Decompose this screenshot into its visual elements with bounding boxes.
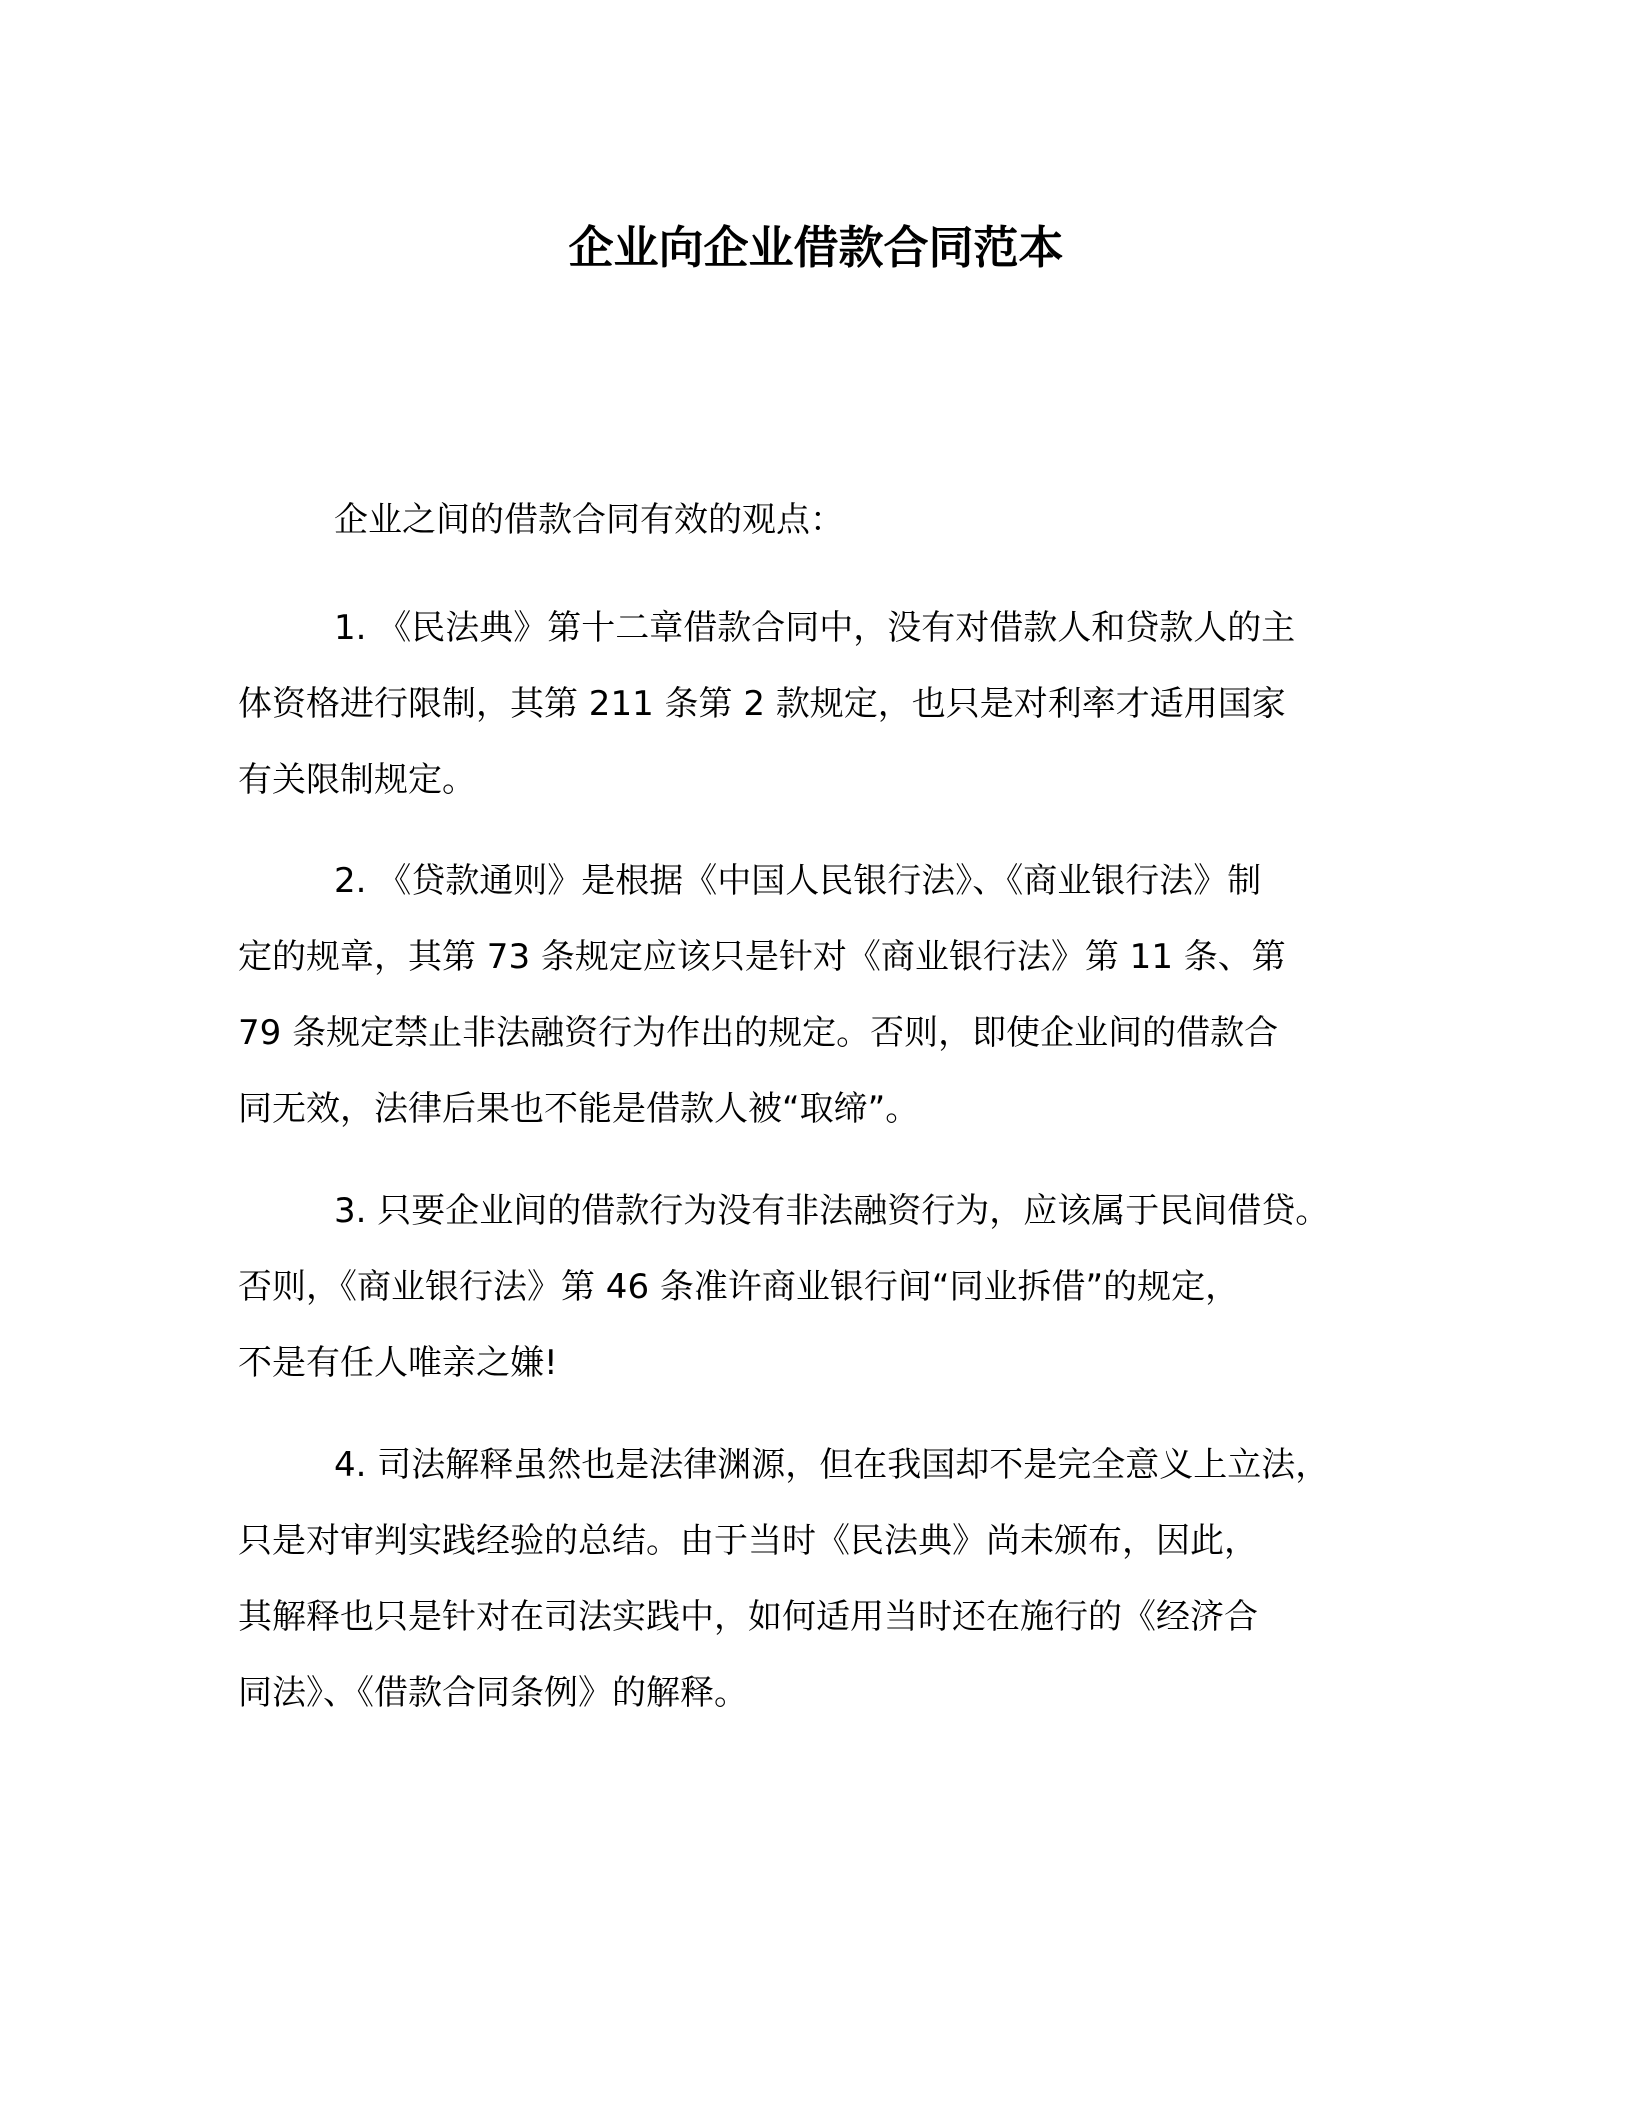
paragraph-line: 3. 只要企业间的借款行为没有非法融资行为，应该属于民间借贷。: [334, 1191, 1330, 1231]
paragraph-line: 4. 司法解释虽然也是法律渊源，但在我国却不是完全意义上立法，: [334, 1445, 1330, 1485]
paragraph-line: 79 条规定禁止非法融资行为作出的规定。否则，即使企业间的借款合: [238, 1013, 1279, 1053]
intro-paragraph: [238, 482, 1404, 558]
paragraph-line: 否则，《商业银行法》第 46 条准许商业银行间“同业拆借”的规定，: [238, 1267, 1240, 1307]
paragraph-1: [238, 590, 1404, 818]
paragraph-line: 同法》、《借款合同条例》的解释。: [238, 1673, 748, 1713]
paragraph-3: [238, 1173, 1404, 1401]
paragraph-line: 体资格进行限制，其第 211 条第 2 款规定，也只是对利率才适用国家: [238, 684, 1286, 724]
paragraph-line: 其解释也只是针对在司法实践中，如何适用当时还在施行的《经济合: [238, 1597, 1258, 1637]
paragraph-line: 定的规章，其第 73 条规定应该只是针对《商业银行法》第 11 条、第: [238, 937, 1286, 977]
document-title: 企业向企业借款合同范本: [568, 221, 1064, 274]
paragraph-line: 2. 《贷款通则》是根据《中国人民银行法》、《商业银行法》制: [334, 861, 1262, 901]
paragraph-line: 只是对审判实践经验的总结。由于当时《民法典》尚未颁布，因此，: [238, 1521, 1258, 1561]
paragraph-4: [238, 1427, 1404, 1731]
intro-text: 企业之间的借款合同有效的观点：: [334, 500, 844, 540]
paragraph-line: 有关限制规定。: [238, 760, 476, 800]
paragraph-line: 不是有任人唯亲之嫌!: [238, 1343, 558, 1383]
paragraph-line: 1. 《民法典》第十二章借款合同中，没有对借款人和贷款人的主: [334, 608, 1296, 648]
paragraph-2: [238, 843, 1404, 1147]
paragraph-line: 同无效，法律后果也不能是借款人被“取缔”。: [238, 1089, 920, 1129]
